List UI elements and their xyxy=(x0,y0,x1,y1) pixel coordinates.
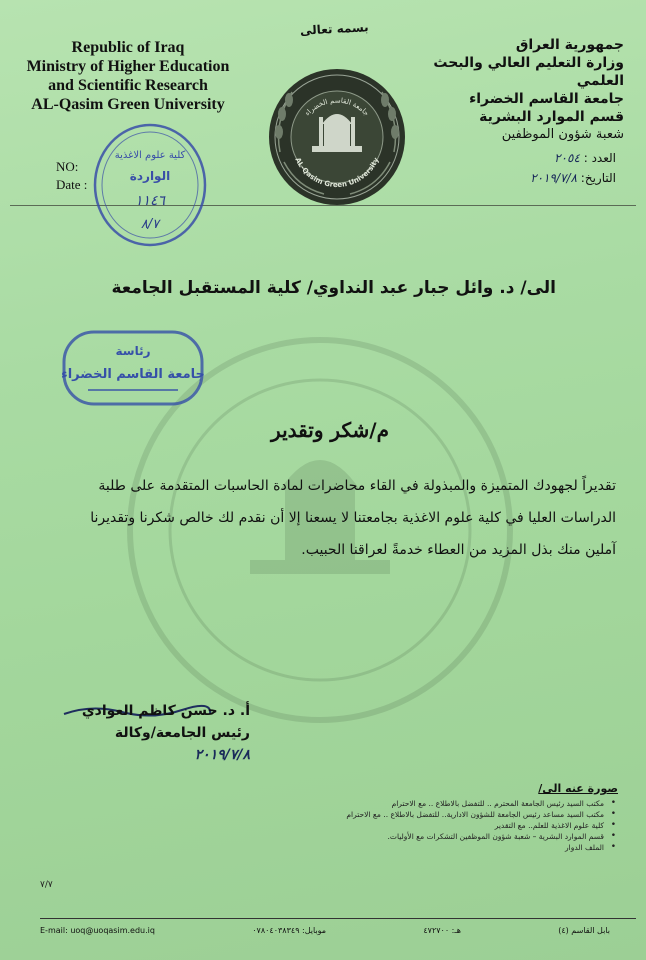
letter-body xyxy=(56,470,616,566)
stamp-rect-line2: جامعة القاسم الخضراء xyxy=(61,367,205,382)
ref-number-label: العدد : xyxy=(583,151,616,165)
header-en-line: Ministry of Higher Education xyxy=(26,58,230,75)
recipient-line: الى/ د. وائل جبار عبد النداوي/ كلية المستقبل الجامعة xyxy=(111,278,556,298)
body-line: تقديراً لجهودك المتميزة والمبذولة في القاء محاضرات لمادة الحاسبات المتقدمة على طلبة xyxy=(98,478,616,494)
header-en-line: Republic of Iraq xyxy=(71,39,185,56)
page-mark: ٧/٧ xyxy=(40,880,53,890)
ref-date-value: ٢٠١٩/٧/٨ xyxy=(530,171,577,185)
signatory-title: رئيس الجامعة/وكالة xyxy=(114,725,250,741)
presidency-stamp xyxy=(58,322,208,417)
copies-list xyxy=(224,798,618,853)
ref-number-value: ٢٠٥٤ xyxy=(554,151,580,165)
header-en-line: and Scientific Research xyxy=(48,77,208,94)
header-ar-line: جامعة القاسم الخضراء xyxy=(469,91,624,107)
copies-item: • مكتب السيد مساعد رئيس الجامعة للشؤون الادارية.. للتفضل بالاطلاع .. مع الاحترام xyxy=(224,809,604,820)
footer-address: بابل القاسم (٤) xyxy=(558,926,610,935)
header-english xyxy=(8,38,248,114)
subject-title: م/شكر وتقدير xyxy=(271,418,389,442)
copies-item: • كلية علوم الاغذية للعلم.. مع التقدير xyxy=(224,820,604,831)
no-label: NO: xyxy=(56,159,79,174)
footer-phone: هـ: ٤٧٢٧٠٠ xyxy=(423,926,461,935)
stamp-blue-line2: الواردة xyxy=(129,169,171,183)
header-en-line: AL-Qasim Green University xyxy=(31,96,225,113)
incoming-stamp xyxy=(90,120,210,250)
ref-date-label: التاريخ: xyxy=(580,171,616,185)
ref-arabic xyxy=(476,148,616,188)
footer-mobile: موبايل: ٠٧٨٠٤٠٣٨٣٤٩ xyxy=(252,926,327,935)
stamp-blue-date: ٨/٧ xyxy=(140,217,160,232)
header-ar-line: قسم الموارد البشرية xyxy=(479,109,624,125)
footer xyxy=(40,926,610,935)
signatory-name: أ. د. حسن كاظم العوادي xyxy=(81,703,250,719)
signature-block xyxy=(50,700,250,766)
header-arabic xyxy=(394,36,624,144)
copies-item: • مكتب السيد رئيس الجامعة المحترم .. للتفضل بالاطلاع .. مع الاحترام xyxy=(224,798,604,809)
header-ar-line: وزارة التعليم العالي والبحث العلمي xyxy=(433,55,624,89)
footer-divider xyxy=(40,918,636,919)
signature-date: ٢٠١٩/٧/٨ xyxy=(194,747,250,763)
copies-item: • قسم الموارد البشرية – شعبة شؤون الموظفين التشكرات مع الأوليات. xyxy=(224,831,604,842)
stamp-rect-line1: رئاسة xyxy=(115,344,151,358)
stamp-blue-number: ١١٤٦ xyxy=(134,193,166,209)
date-label: Date : xyxy=(56,177,88,192)
body-line: الدراسات العليا في كلية علوم الاغذية بجامعتنا لا يسعنا إلا أن نقدم لك خالص شكرنا وتقديرنا xyxy=(90,510,616,526)
body-line: آملين منك بذل المزيد من العطاء خدمةً لعراقنا الحبيب. xyxy=(301,542,616,558)
header-ar-line: جمهورية العراق xyxy=(515,37,624,53)
ref-number-row xyxy=(476,148,616,168)
university-logo xyxy=(262,62,412,212)
stamp-blue-line1: كلية علوم الاغذية xyxy=(114,150,186,161)
copies-item: • الملف الدوار xyxy=(224,842,604,853)
copies-heading: صورة عنه الى/ xyxy=(538,782,618,795)
ref-date-row xyxy=(476,168,616,188)
basmala: بسمه تعالى xyxy=(299,20,369,38)
logo-top-text: جامعة القاسم الخضراء xyxy=(303,96,371,118)
ref-labels-en xyxy=(56,158,87,194)
logo-ring-text: AL-Qasim Green University xyxy=(293,156,381,190)
header-ar-line: شعبة شؤون الموظفين xyxy=(501,127,624,142)
footer-email: E-mail: uoq@uoqasim.edu.iq xyxy=(40,926,155,935)
